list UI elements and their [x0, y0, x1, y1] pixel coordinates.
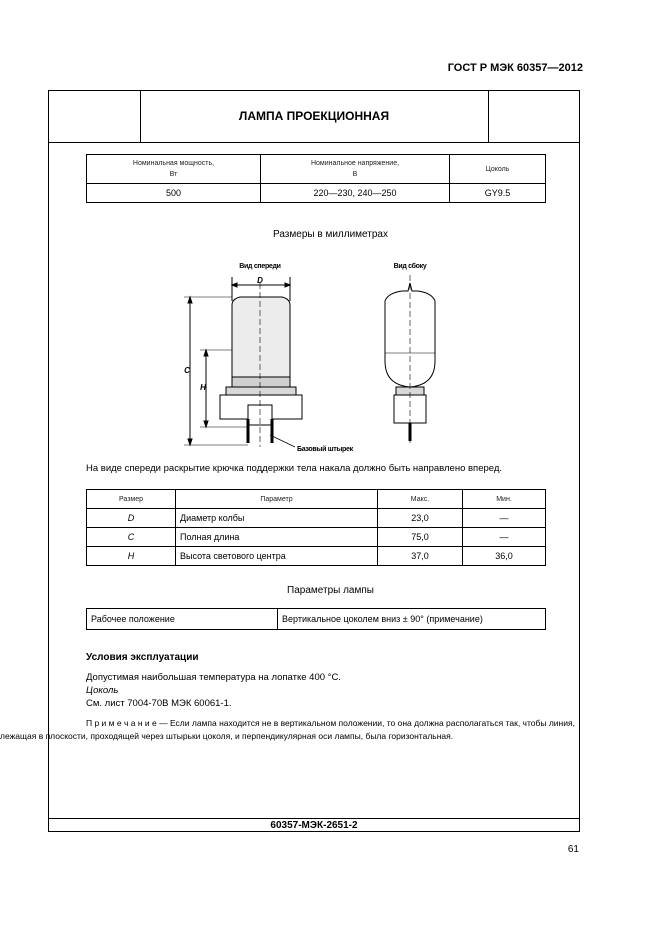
spec-value-voltage: 220—230, 240—250 [261, 184, 450, 203]
title-divider [48, 142, 580, 143]
dim-row-c-min: — [463, 528, 546, 547]
dim-row-h-size: H [87, 547, 176, 566]
dim-row-h-max: 37,0 [378, 547, 463, 566]
params-table [86, 608, 546, 630]
note-block [0, 717, 586, 757]
dim-row-d-min: — [463, 509, 546, 528]
dim-header-max: Макс. [378, 490, 463, 509]
params-label: Рабочее положение [87, 609, 278, 630]
dim-header-size: Размер [87, 490, 176, 509]
spec-header-voltage: Номинальное напряжение, В [261, 155, 450, 184]
dim-row-h-parameter: Высота светового центра [176, 547, 378, 566]
front-view-note: На виде спереди раскрытие крючка поддержки тела накала должно быть направлено вперед. [86, 463, 503, 474]
dimension-d-label: D [257, 276, 263, 285]
dim-row-c-size: C [87, 528, 176, 547]
standard-number: ГОСТ Р МЭК 60357—2012 [447, 62, 583, 74]
dim-row-c-max: 75,0 [378, 528, 463, 547]
conditions-temperature: Допустимая наибольшая температура на лопатке 400 °С. [86, 672, 341, 683]
side-view-label: Вид сбоку [393, 263, 427, 270]
dimension-h-label: H [200, 383, 206, 392]
front-view-label: Вид спереди [239, 263, 281, 270]
dim-row-d-size: D [87, 509, 176, 528]
footer-code: 60357-МЭК-2651-2 [270, 820, 358, 831]
dim-row-d-parameter: Диаметр колбы [176, 509, 378, 528]
dim-row-h-min: 36,0 [463, 547, 546, 566]
note-prefix: П р и м е ч а н и е [86, 718, 157, 728]
dimensions-table [86, 489, 546, 566]
conditions-heading: Условия эксплуатации [86, 652, 199, 663]
spec-header-power: Номинальная мощность, Вт [87, 155, 261, 184]
params-value: Вертикальное цоколем вниз ± 90° (примечание) [278, 609, 546, 630]
spec-value-cap: GY9.5 [450, 184, 546, 203]
params-caption: Параметры лампы [287, 585, 374, 596]
base-pin-label: Базовый штырек [297, 446, 353, 453]
dim-row-c-parameter: Полная длина [176, 528, 378, 547]
page-number: 61 [567, 844, 579, 855]
dim-row-d-max: 23,0 [378, 509, 463, 528]
note-text: — Если лампа находится не в вертикальном положении, то она должна располагаться так, чтобы линия, лежащая в плоскости, проходящей через штырьки цоколя, и перпендикулярная оси лампы, была горизонтальная. [0, 718, 575, 741]
dim-header-parameter: Параметр [176, 490, 378, 509]
dims-caption: Размеры в миллиметрах [273, 229, 388, 240]
spec-table [86, 154, 546, 203]
footer-divider [48, 818, 580, 819]
spec-header-cap: Цоколь [450, 155, 546, 184]
page-title: ЛАМПА ПРОЕКЦИОННАЯ [238, 109, 390, 123]
conditions-cap-label: Цоколь [86, 685, 119, 696]
conditions-cap-reference: См. лист 7004-70В МЭК 60061-1. [86, 698, 232, 709]
dim-header-min: Мин. [463, 490, 546, 509]
spec-value-power: 500 [87, 184, 261, 203]
dimension-c-label: C [184, 366, 190, 375]
title-right-divider [488, 90, 489, 142]
lamp-drawing [170, 255, 460, 455]
